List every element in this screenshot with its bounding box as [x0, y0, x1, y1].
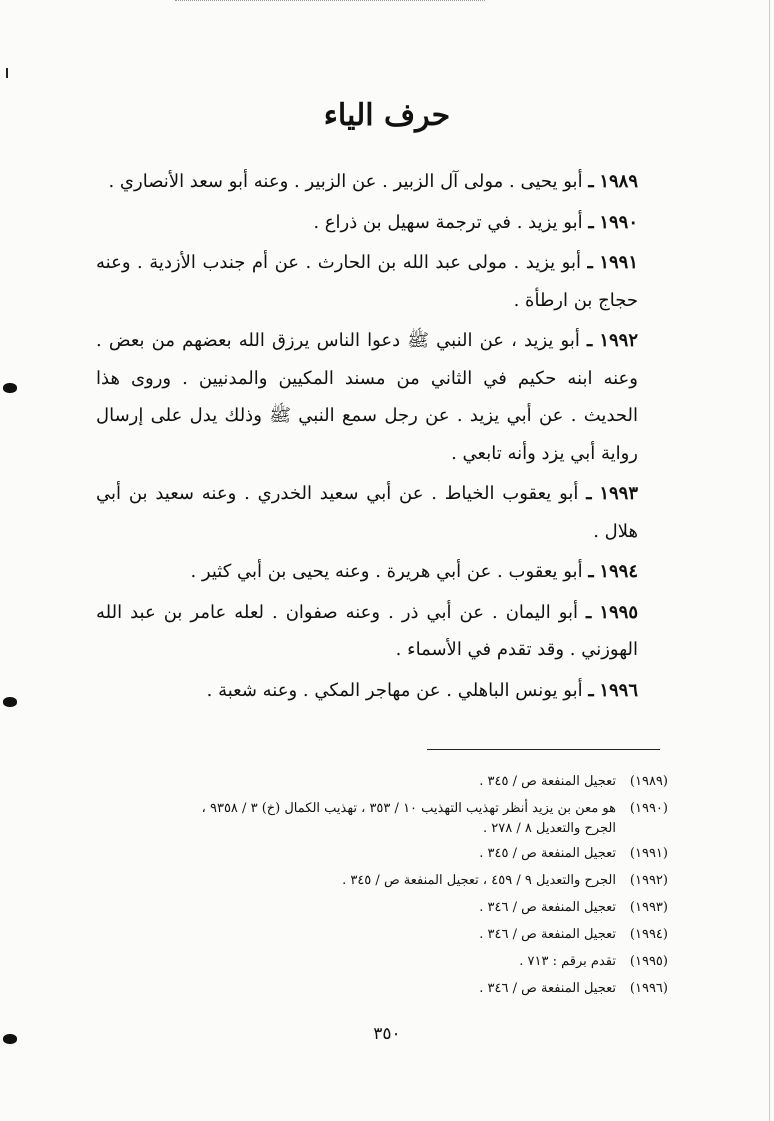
- entry-text: أبو يونس الباهلي . عن مهاجر المكي . وعنه شعبة .: [206, 679, 583, 701]
- entry-number: ١٩٩٠: [599, 211, 638, 233]
- entry-text: أبو يعقوب . عن أبي هريرة . وعنه يحيى بن أبي كثير .: [190, 561, 583, 582]
- entry-text: أبو يعقوب الخياط . عن أبي سعيد الخدري . وعنه سعيد بن أبي هلال .: [96, 483, 638, 542]
- entry-1990: ١٩٩٠ ـ أبو يزيد . في ترجمة سهيل بن ذراع .: [313, 211, 638, 233]
- entry-1995: ١٩٩٥ ـ أبو اليمان . عن أبي ذر . وعنه صفوان . لعله عامر بن عبد الله الهوزني . وقد تقدم في الأسماء .: [96, 601, 638, 660]
- entry-number: ١٩٩٤: [599, 561, 638, 582]
- page-number: ٣٥٠: [373, 1024, 401, 1044]
- footnote-text: تعجيل المنفعة ص / ٣٤٦ .: [479, 927, 616, 942]
- footnote-text: الجرح والتعديل ٩ / ٤٥٩ ، تعجيل المنفعة ص / ٣٤٥ .: [342, 873, 616, 888]
- footnote-number: (١٩٩٥): [629, 954, 668, 969]
- entry-number: ١٩٩٣: [599, 483, 638, 504]
- entry-1996: ١٩٩٦ ـ أبو يونس الباهلي . عن مهاجر المكي . وعنه شعبة .: [206, 679, 638, 701]
- footnote-1994: [96, 921, 668, 948]
- entry-1989: ١٩٨٩ ـ أبو يحيى . مولى آل الزبير . عن الزبير . وعنه أبو سعد الأنصاري .: [108, 171, 638, 192]
- entry-text: أبو يزيد . مولى عبد الله بن الحارث . عن أم جندب الأزدية . وعنه حجاج بن ارطأة .: [96, 252, 638, 311]
- top-edge-rule: [175, 0, 485, 1]
- page-title: حرف الياء: [323, 98, 451, 133]
- margin-ink-mark: [3, 697, 17, 707]
- entry-1992: ١٩٩٢ ـ أبو يزيد ، عن النبي ﷺ دعوا الناس يرزق الله بعضهم من بعض . وعنه ابنه حكيم في الثاني من مسند المكيين والمدنيين . وروى هذا الحديث . عن أبي يزيد . عن رجل سمع النبي ﷺ وذلك يدل على إرسال رواية أبي يزد وأنه تابعي .: [96, 330, 638, 464]
- entry-text: أبو يحيى . مولى آل الزبير . عن الزبير . وعنه أبو سعد الأنصاري .: [108, 171, 583, 192]
- margin-tick-mark: [6, 68, 8, 78]
- entry-1993: ١٩٩٣ ـ أبو يعقوب الخياط . عن أبي سعيد الخدري . وعنه سعيد بن أبي هلال .: [96, 483, 638, 542]
- footnote-number: (١٩٩١): [629, 846, 668, 861]
- footnote-1993: [96, 894, 668, 921]
- entry-number: ١٩٨٩: [599, 171, 638, 192]
- footnote-1995: [96, 948, 668, 975]
- entry-text: أبو اليمان . عن أبي ذر . وعنه صفوان . لعله عامر بن عبد الله الهوزني . وقد تقدم في الأسماء .: [96, 601, 638, 660]
- footnote-number: (١٩٩٠): [629, 801, 668, 816]
- footnote-1992: [96, 867, 668, 894]
- entry-number: ١٩٩١: [599, 252, 638, 273]
- footnote-separator: [427, 749, 660, 750]
- entry-1991: ١٩٩١ ـ أبو يزيد . مولى عبد الله بن الحارث . عن أم جندب الأزدية . وعنه حجاج بن ارطأة .: [96, 252, 638, 311]
- footnote-number: (١٩٨٩): [629, 774, 668, 789]
- footnote-number: (١٩٩٦): [629, 981, 668, 996]
- footnotes: [96, 768, 668, 1002]
- margin-ink-mark: [3, 383, 17, 393]
- footnote-text: تعجيل المنفعة ص / ٣٤٥ .: [479, 774, 616, 789]
- entry-number: ١٩٩٦: [599, 679, 638, 701]
- entry-text: أبو يزيد ، عن النبي ﷺ دعوا الناس يرزق الله بعضهم من بعض . وعنه ابنه حكيم في الثاني من مسند المكيين والمدنيين . وروى هذا الحديث . عن أبي يزيد . عن رجل سمع النبي ﷺ وذلك يدل على إرسال رواية أبي يزد وأنه تابعي .: [96, 330, 638, 464]
- footnote-text: تعجيل المنفعة ص / ٣٤٦ .: [479, 900, 616, 915]
- footnote-1996: [96, 975, 668, 1002]
- footnote-1989: [96, 768, 668, 795]
- entry-number: ١٩٩٥: [599, 601, 638, 623]
- footnote-text: تعجيل المنفعة ص / ٣٤٦ .: [479, 981, 616, 996]
- footnote-number: (١٩٩٤): [629, 927, 668, 942]
- entry-number: ١٩٩٢: [599, 330, 638, 351]
- entry-1994: ١٩٩٤ ـ أبو يعقوب . عن أبي هريرة . وعنه يحيى بن أبي كثير .: [190, 561, 638, 582]
- footnote-1990-continuation: الجرح والتعديل ٨ / ٢٧٨ .: [483, 821, 616, 836]
- footnote-number: (١٩٩٢): [629, 873, 668, 888]
- footnote-1991: [96, 840, 668, 867]
- footnote-text: هو معن بن يزيد أنظر تهذيب التهذيب ١٠ / ٣٥٣ ، تهذيب الكمال (خ) ٣ / ٩٣٥٨ ،: [201, 801, 616, 816]
- footnote-number: (١٩٩٣): [629, 900, 668, 915]
- entry-text: أبو يزيد . في ترجمة سهيل بن ذراع .: [313, 211, 583, 233]
- footnote-text: تقدم برقم : ٧١٣ .: [519, 954, 616, 969]
- entry-list: [96, 163, 660, 712]
- page-edge-line: [769, 0, 770, 1121]
- footnote-text: تعجيل المنفعة ص / ٣٤٥ .: [479, 846, 616, 861]
